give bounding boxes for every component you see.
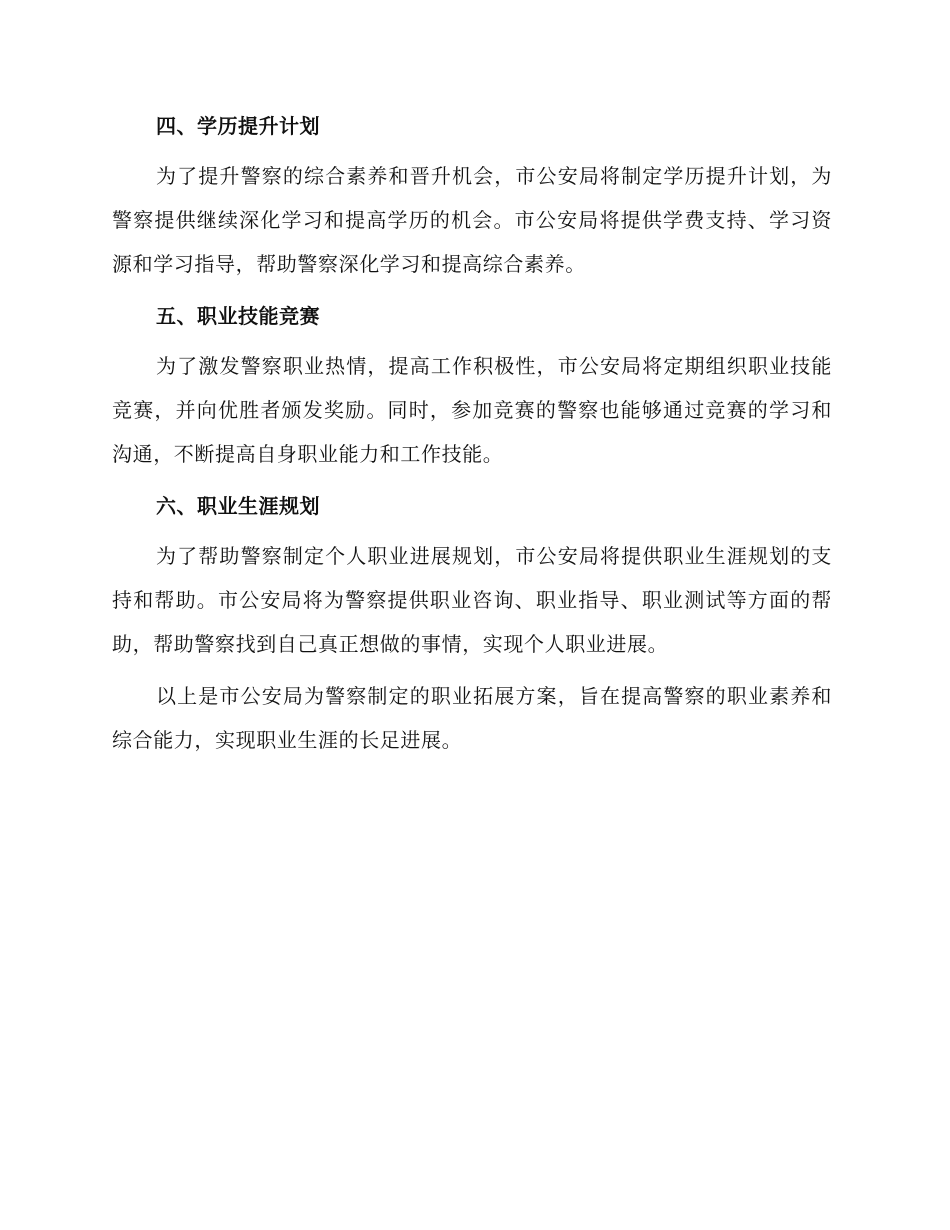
section-heading-skills-competition: 五、职业技能竞赛 [156,304,320,328]
conclusion-paragraph: 以上是市公安局为警察制定的职业拓展方案，旨在提高警察的职业素养和综合能力，实现职业生涯的长足进展。 [112,684,832,752]
section-heading-career-planning: 六、职业生涯规划 [156,494,320,518]
section-body-career-planning: 为了帮助警察制定个人职业进展规划，市公安局将提供职业生涯规划的支持和帮助。市公安局将为警察提供职业咨询、职业指导、职业测试等方面的帮助，帮助警察找到自己真正想做的事情，实现个人职业进展。 [112,544,832,656]
section-heading-education: 四、学历提升计划 [156,114,320,138]
document-content [112,108,832,762]
section-body-skills-competition: 为了激发警察职业热情，提高工作积极性，市公安局将定期组织职业技能竞赛，并向优胜者颁发奖励。同时，参加竞赛的警察也能够通过竞赛的学习和沟通，不断提高自身职业能力和工作技能。 [112,354,832,466]
section-body-education: 为了提升警察的综合素养和晋升机会，市公安局将制定学历提升计划，为警察提供继续深化学习和提高学历的机会。市公安局将提供学费支持、学习资源和学习指导，帮助警察深化学习和提高综合素养。 [112,164,832,276]
